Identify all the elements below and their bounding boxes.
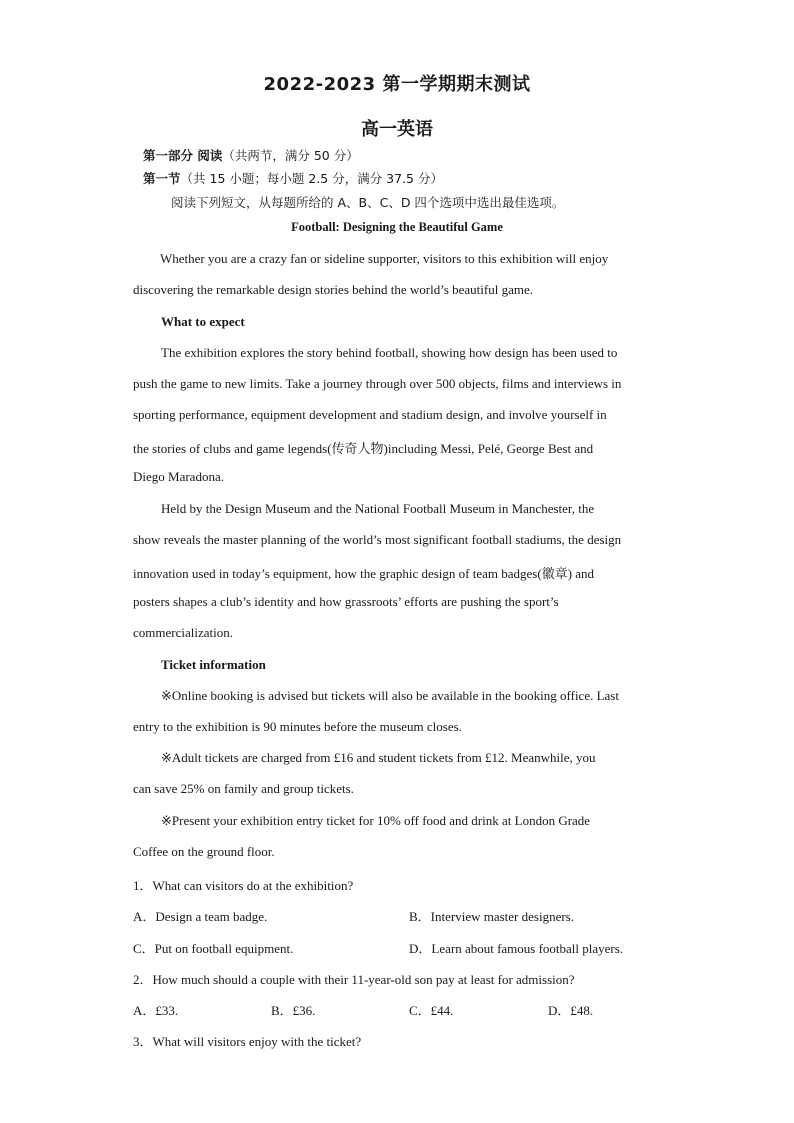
paragraph-line: innovation used in today’s equipment, how the graphic design of team badges(徽章) and xyxy=(133,566,595,581)
paragraph-line: Held by the Design Museum and the National Football Museum in Manchester, the xyxy=(161,501,595,516)
paragraph-line: commercialization. xyxy=(133,625,233,640)
paragraph-line: posters shapes a club’s identity and how grassroots’ efforts are pushing the sport’s xyxy=(133,594,559,609)
exam-subtitle: 高一英语 xyxy=(361,119,433,140)
paragraph-line: ※Adult tickets are charged from £16 and student tickets from £12. Meanwhile, you xyxy=(161,750,596,765)
question-option: C．£44. xyxy=(409,1003,454,1018)
section1-score: （共 15 小题；每小题 2.5 分，满分 37.5 分） xyxy=(180,171,443,186)
paragraph-line: can save 25% on family and group tickets. xyxy=(133,781,354,796)
paragraph-line: Whether you are a crazy fan or sideline supporter, visitors to this exhibition will enjoy xyxy=(160,251,609,266)
paragraph-line: discovering the remarkable design stories behind the world’s beautiful game. xyxy=(133,282,533,297)
question-option: D．Learn about famous football players. xyxy=(409,941,624,956)
section-heading: Ticket information xyxy=(161,657,266,672)
paragraph-line: the stories of clubs and game legends(传奇人物)including Messi, Pelé, George Best and xyxy=(133,441,594,456)
paragraph-line: Diego Maradona. xyxy=(133,469,224,484)
paragraph-line: The exhibition explores the story behind football, showing how design has been used to xyxy=(161,345,618,360)
question-option: C．Put on football equipment. xyxy=(133,941,294,956)
part1-score: （共两节，满分 50 分） xyxy=(222,148,359,163)
question-stem: 2．How much should a couple with their 11-year-old son pay at least for admission? xyxy=(133,972,575,987)
instruction: 阅读下列短文，从每题所给的 A、B、C、D 四个选项中选出最佳选项。 xyxy=(171,195,565,210)
paragraph-line: push the game to new limits. Take a journey through over 500 objects, films and interviews in xyxy=(133,376,622,391)
section1-heading xyxy=(143,169,683,187)
exam-title: 2022-2023 第一学期期末测试 xyxy=(263,74,531,95)
section-heading: What to expect xyxy=(161,314,245,329)
paragraph-line: Coffee on the ground floor. xyxy=(133,844,275,859)
paragraph-line: ※Online booking is advised but tickets will also be available in the booking office. Last xyxy=(161,688,619,703)
paragraph-line: ※Present your exhibition entry ticket for 10% off food and drink at London Grade xyxy=(161,813,591,828)
part1-heading xyxy=(143,146,683,164)
question-stem: 1．What can visitors do at the exhibition? xyxy=(133,878,354,893)
question-option: A．£33. xyxy=(133,1003,179,1018)
passage-title: Football: Designing the Beautiful Game xyxy=(291,220,503,234)
section1-label: 第一节 xyxy=(143,171,181,186)
question-option: B．£36. xyxy=(271,1003,316,1018)
question-option: D．£48. xyxy=(548,1003,594,1018)
paragraph-line: entry to the exhibition is 90 minutes before the museum closes. xyxy=(133,719,462,734)
question-option: B．Interview master designers. xyxy=(409,909,574,924)
question-option: A．Design a team badge. xyxy=(133,909,268,924)
paragraph-line: sporting performance, equipment development and stadium design, and involve yourself in xyxy=(133,407,607,422)
part1-label: 第一部分 阅读 xyxy=(143,148,223,163)
question-stem: 3．What will visitors enjoy with the ticket? xyxy=(133,1034,362,1049)
paragraph-line: show reveals the master planning of the world’s most significant football stadiums, the design xyxy=(133,532,622,547)
